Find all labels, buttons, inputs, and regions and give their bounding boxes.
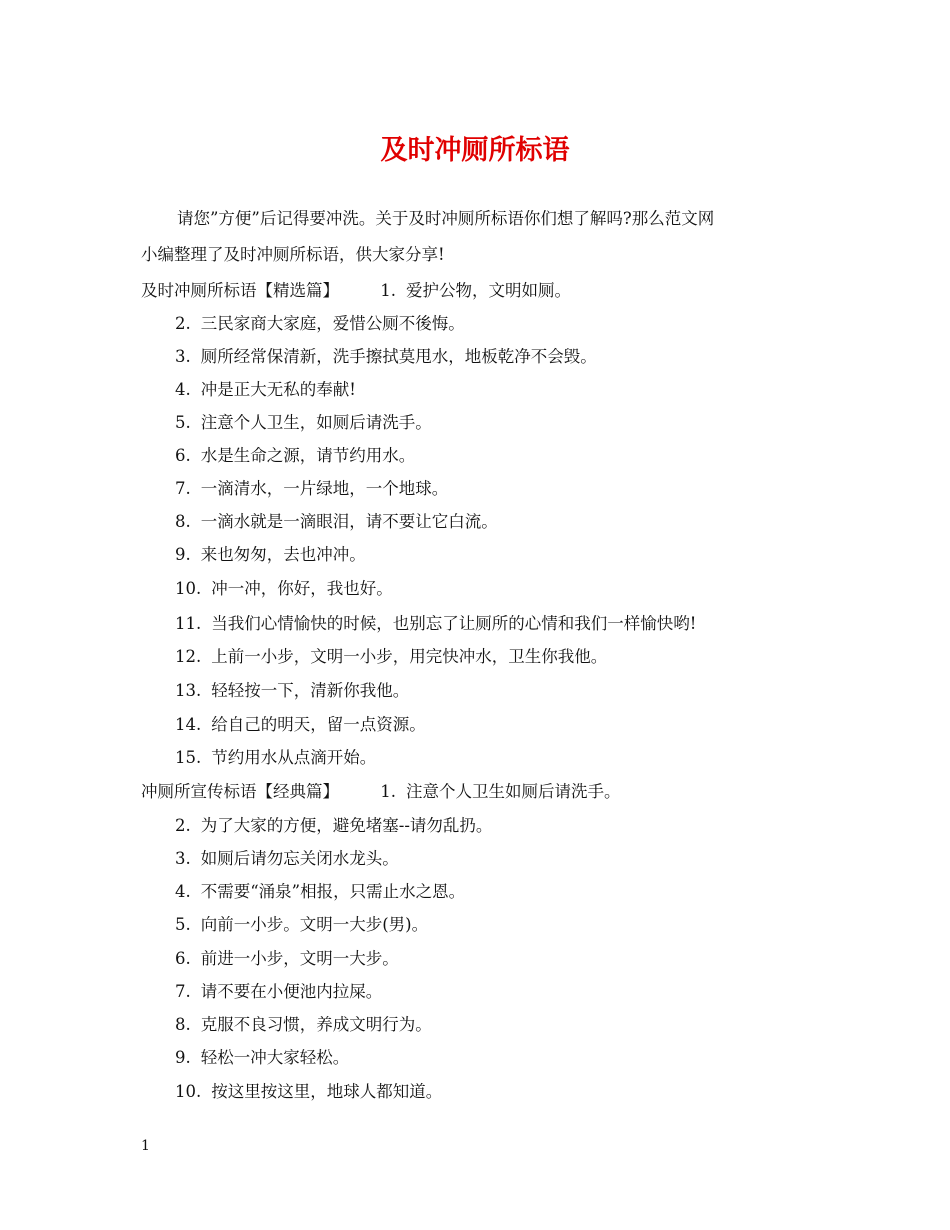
list-item [175,646,607,668]
item-number: 10. [175,1082,202,1101]
list-item [175,1014,432,1036]
list-item [175,1081,442,1103]
list-item [175,1047,349,1069]
item-number: 2. [175,314,191,333]
section-heading: 及时冲厕所标语【精选篇】 [141,281,339,300]
item-text: 如厕后请勿忘关闭水龙头。 [200,849,399,868]
list-item [175,680,409,702]
item-text: 轻轻按一下，清新你我他。 [211,681,410,700]
list-item [175,815,492,837]
item-text: 一滴水就是一滴眼泪，请不要让它白流。 [200,512,498,531]
item-text: 请不要在小便池内拉屎。 [200,982,383,1001]
item-number: 3. [175,347,191,366]
list-item [175,346,597,368]
item-number: 10. [175,579,202,598]
list-item [175,948,399,970]
item-text: 爱护公物，文明如厕。 [406,281,571,300]
item-text: 为了大家的方便，避免堵塞--请勿乱扔。 [200,816,493,835]
item-number: 12. [175,647,202,666]
list-item [380,782,620,801]
section-heading-line [141,781,621,803]
list-item [175,445,415,467]
item-number: 7. [175,982,191,1001]
list-item [175,478,448,500]
item-number: 6. [175,446,191,465]
section-heading-line [141,280,571,302]
list-item [175,714,426,736]
item-number: 9. [175,545,191,564]
item-number: 13. [175,681,202,700]
item-number: 4. [175,882,191,901]
item-text: 克服不良习惯，养成文明行为。 [200,1015,432,1034]
item-text: 水是生命之源，请节约用水。 [200,446,416,465]
item-number: 5. [175,915,191,934]
item-text: 前进一小步，文明一大步。 [200,949,399,968]
item-text: 一滴清水，一片绿地，一个地球。 [200,479,449,498]
page-number: 1 [141,1138,150,1154]
item-text: 节约用水从点滴开始。 [211,748,377,767]
list-item [175,981,382,1003]
item-text: 注意个人卫生如厕后请洗手。 [406,782,621,801]
item-number: 4. [175,380,191,399]
list-item [380,281,571,300]
item-text: 给自己的明天，留一点资源。 [211,715,426,734]
list-item [175,848,399,870]
item-text: 冲一冲，你好，我也好。 [211,579,393,598]
item-number: 2. [175,816,191,835]
list-item [175,747,376,769]
section-heading: 冲厕所宣传标语【经典篇】 [141,782,339,801]
list-item [175,578,393,600]
item-number: 5. [175,413,191,432]
list-item [175,379,356,401]
item-number: 8. [175,1015,191,1034]
item-text: 注意个人卫生，如厕后请洗手。 [200,413,432,432]
intro-paragraph-line-1: 请您”方便”后记得要冲洗。关于及时冲厕所标语你们想了解吗?那么范文网 [177,209,715,228]
item-number: 8. [175,512,191,531]
list-item [175,881,465,903]
item-text: 向前一小步。文明一大步(男)。 [200,915,429,934]
item-text: 按这里按这里，地球人都知道。 [211,1082,443,1101]
item-text: 当我们心情愉快的时候，也别忘了让厕所的心情和我们一样愉快哟! [211,614,697,633]
list-item [175,613,696,635]
item-number: 15. [175,748,202,767]
list-item [175,313,465,335]
item-text: 厕所经常保清新，洗手擦拭莫甩水，地板乾净不会毁。 [200,347,597,366]
list-item [175,544,366,566]
list-item [175,412,432,434]
document-title: 及时冲厕所标语 [380,135,570,166]
item-text: 不需要“涌泉”相报，只需止水之恩。 [200,882,466,901]
item-text: 轻松一冲大家轻松。 [200,1048,350,1067]
list-item [175,914,428,936]
item-text: 冲是正大无私的奉献! [200,380,356,399]
item-number: 7. [175,479,191,498]
item-number: 3. [175,849,191,868]
item-text: 上前一小步，文明一小步，用完快冲水，卫生你我他。 [211,647,608,666]
item-number: 14. [175,715,202,734]
item-number: 11. [175,614,202,633]
item-number: 1. [380,281,396,300]
item-text: 三民家商大家庭，爱惜公厕不後悔。 [200,314,465,333]
list-item [175,511,498,533]
intro-paragraph-line-2: 小编整理了及时冲厕所标语，供大家分享! [141,245,445,264]
item-text: 来也匆匆，去也冲冲。 [200,545,366,564]
item-number: 6. [175,949,191,968]
item-number: 1. [380,782,396,801]
item-number: 9. [175,1048,191,1067]
